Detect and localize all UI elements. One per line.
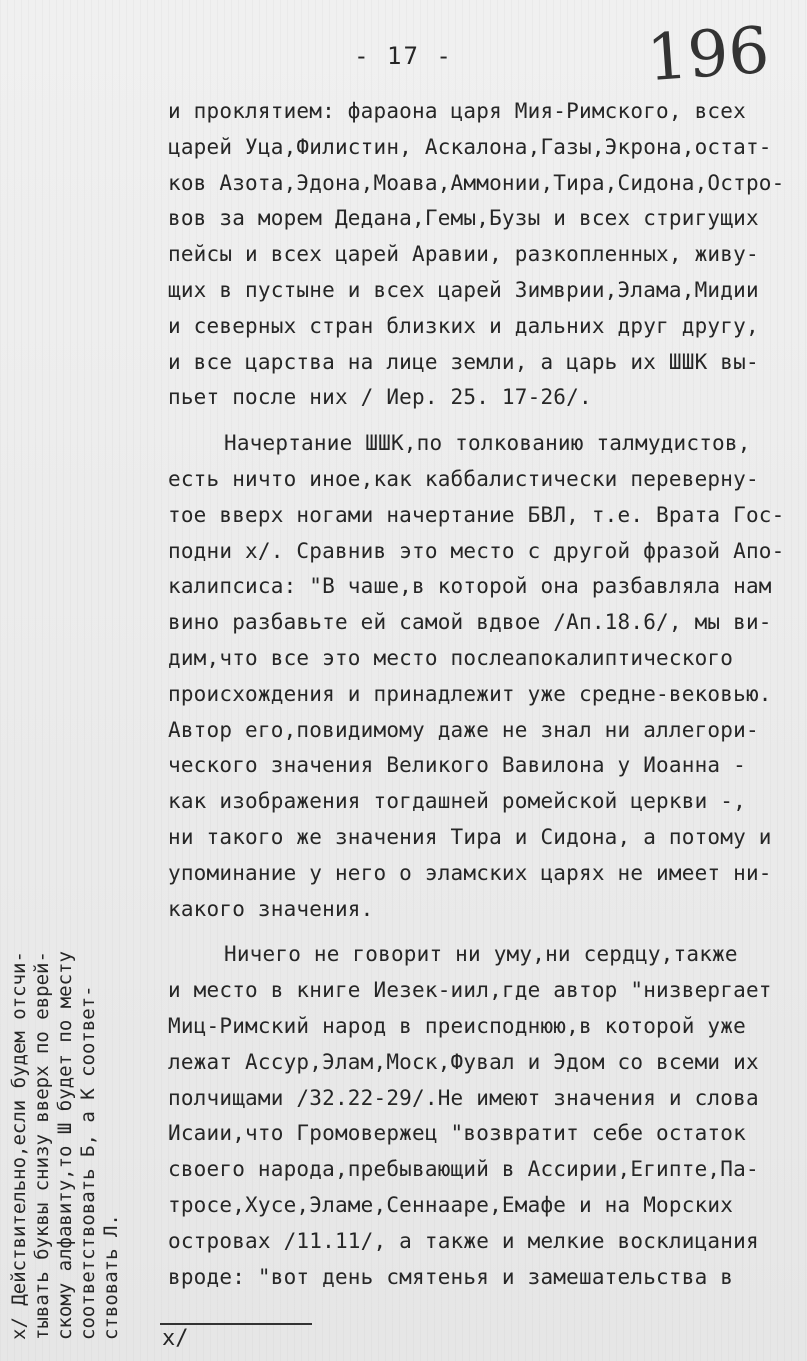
- side-note-line: соответствовать Б, а К соответ-: [77, 985, 99, 1340]
- text-line: какого значения.: [168, 896, 374, 921]
- text-line: островах /11.11/, а также и мелкие восклицания: [168, 1228, 759, 1253]
- text-line: вино разбавьте ей самой вдвое /Ап.18.6/, мы ви-: [168, 610, 772, 635]
- footnote-divider: [160, 1323, 312, 1325]
- text-line: ческого значения Великого Вавилона у Иоанна -: [168, 753, 746, 778]
- text-line: тросе,Хусе,Эламе,Сеннааре,Емафе и на Морских: [168, 1192, 734, 1217]
- text-line: и проклятием: фараона царя Мия-Римского, всех: [168, 99, 746, 123]
- text-line: лежат Ассур,Элам,Моск,Фувал и Эдом со всеми их: [168, 1049, 759, 1074]
- text-line: щих в пустыне и всех царей Зимврии,Элама,Мидии: [168, 277, 759, 302]
- paragraph-gap: [168, 416, 788, 426]
- paragraph-gap: [168, 927, 788, 937]
- side-note-line: скому алфавиту,то Ш будет по месту: [54, 951, 76, 1340]
- text-line: есть ничто иное,как каббалистически переверну-: [168, 466, 759, 491]
- side-note-line: ствовать Л.: [100, 1214, 122, 1340]
- text-line: тое вверх ногами начертание БВЛ, т.е. Врата Гос-: [168, 502, 785, 527]
- text-line: как изображения тогдашней ромейской церкви -,: [168, 789, 746, 814]
- text-line: дим,что все это место послеапокалиптического: [168, 645, 734, 670]
- text-line: полчищами /32.22-29/.Не имеют значения и слова: [168, 1085, 759, 1110]
- text-line: Начертание ШШК,по толкованию талмудистов,: [224, 431, 751, 456]
- text-line: вов за морем Дедана,Гемы,Бузы и всех стригущих: [168, 206, 759, 231]
- side-note-line: тывать буквы снизу вверх по еврей-: [31, 951, 53, 1340]
- text-line: Автор его,повидимому даже не знал ни аллегори-: [168, 717, 759, 742]
- text-line: Миц-Римский народ в преисподнюю,в которой уже: [168, 1013, 746, 1038]
- text-line: пьет после них / Иер. 25. 17-26/.: [168, 385, 592, 410]
- text-line: и все царства на лице земли, а царь их ШШК вы-: [168, 349, 759, 374]
- text-line: Исаии,что Громовержец "возвратит себе остаток: [168, 1121, 746, 1146]
- text-line: и место в книге Иезек-иил,где автор "низвергает: [168, 978, 772, 1003]
- text-line: своего народа,пребывающий в Ассирии,Египте,Па-: [168, 1157, 759, 1182]
- text-line: ков Азота,Эдона,Моава,Аммонии,Тира,Сидона,Остро-: [168, 170, 785, 195]
- text-line: и северных стран близких и дальних друг другу,: [168, 313, 759, 338]
- document-body: [168, 94, 788, 1295]
- text-line: упоминание у него о эламских царях не имеет ни-: [168, 860, 772, 885]
- text-line: вроде: "вот день смятенья и замешательства в: [168, 1264, 734, 1289]
- text-line: калипсиса: "В чаше,в которой она разбавляла нам: [168, 574, 772, 599]
- footnote-mark: х/: [162, 1326, 189, 1351]
- footnote-side-note: [8, 820, 123, 1340]
- text-line: Ничего не говорит ни уму,ни сердцу,также: [224, 942, 738, 967]
- text-line: происхождения и принадлежит уже средне-вековью.: [168, 681, 772, 706]
- side-note-line: х/ Действительно,если будем отсчи-: [8, 951, 30, 1340]
- text-line: подни х/. Сравнив это место с другой фразой Апо-: [168, 538, 785, 563]
- text-line: ни такого же значения Тира и Сидона, а потому и: [168, 824, 772, 849]
- archive-number: 196: [644, 13, 772, 97]
- text-line: царей Уца,Филистин, Аскалона,Газы,Экрона,остат-: [168, 134, 772, 159]
- page-number: - 17 -: [354, 42, 453, 70]
- text-line: пейсы и всех царей Аравии, разкопленных, живу-: [168, 242, 759, 267]
